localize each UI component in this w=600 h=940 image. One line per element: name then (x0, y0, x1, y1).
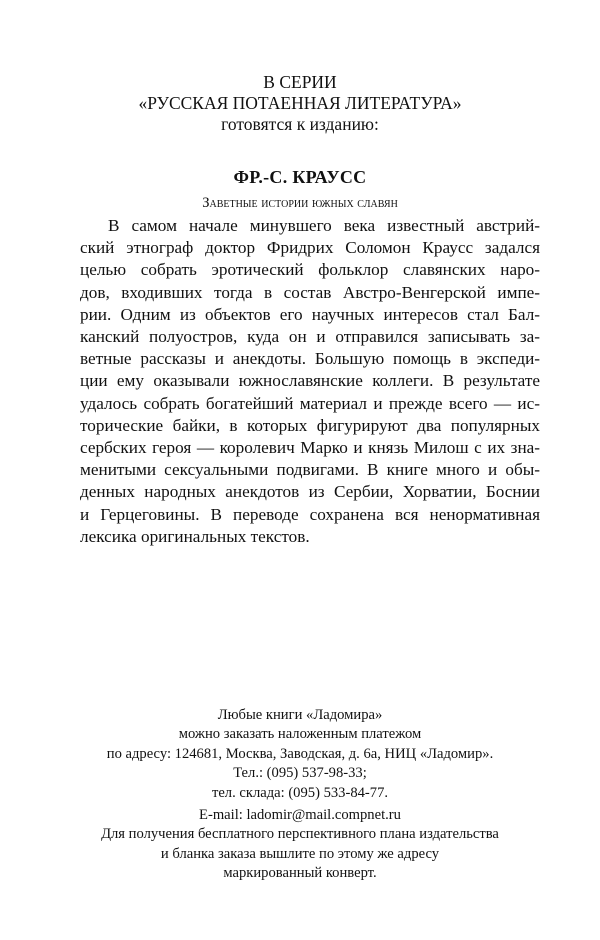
description-line: целью собрать эротический фольклор славянских наро- (80, 260, 540, 280)
description-line: торические байки, в которых фигурируют два популярных (80, 415, 540, 435)
description-line: канский полуостров, куда он и отправился записывать за- (80, 327, 540, 347)
book-title: Заветные истории южных славян (202, 195, 398, 211)
series-label: В СЕРИИ (263, 72, 337, 92)
description-line: менитыми сексуальными подвигами. В книге много и обы- (80, 460, 540, 480)
description-line: лексика оригинальных текстов. (80, 526, 310, 546)
ordering-warehouse-phone: тел. склада: (095) 533-84-77. (211, 784, 389, 801)
description-line: рии. Одним из объектов его научных интересов стал Бал- (80, 304, 540, 324)
ordering-catalog-line: маркированный конверт. (223, 865, 377, 882)
ordering-line: можно заказать наложенным платежом (178, 726, 422, 743)
ordering-address: по адресу: 124681, Москва, Заводская, д. 6а, НИЦ «Ладомир». (106, 745, 494, 762)
description-line: денных народных анекдотов из Сербии, Хорватии, Боснии (80, 482, 540, 502)
ordering-email: E-mail: ladomir@mail.compnet.ru (199, 807, 401, 824)
ordering-line: Любые книги «Ладомира» (217, 707, 383, 723)
description-line: ции ему оказывали южнославянские коллеги. В результате (80, 371, 540, 391)
description-line: В самом начале минувшего века известный австрий- (108, 216, 540, 235)
book-description (80, 215, 540, 548)
description-line: удалось собрать богатейший материал и прежде всего — ис- (80, 393, 540, 413)
description-line: дов, входивших тогда в состав Австро-Венгерской импе- (80, 282, 540, 302)
description-line: сербских героя — королевич Марко и князь Милош с их зна- (80, 438, 540, 458)
description-line: ский этнограф доктор Фридрих Соломон Краусс задался (80, 238, 540, 258)
ordering-catalog-line: и бланка заказа вышлите по этому же адресу (160, 845, 440, 862)
description-line: ветные рассказы и анекдоты. Большую помощь в экспеди- (80, 349, 540, 369)
ordering-phone: Тел.: (095) 537-98-33; (233, 765, 367, 782)
series-name: «РУССКАЯ ПОТАЕННАЯ ЛИТЕРАТУРА» (138, 93, 462, 113)
series-forthcoming: готовятся к изданию: (221, 114, 379, 134)
ordering-catalog-line: Для получения бесплатного перспективного плана издательства (101, 826, 499, 843)
ordering-info (0, 706, 600, 884)
series-header (0, 72, 600, 135)
description-line: и Герцеговины. В переводе сохранена вся ненормативная (80, 504, 540, 524)
book-author: ФР.-С. КРАУСС (233, 167, 367, 187)
